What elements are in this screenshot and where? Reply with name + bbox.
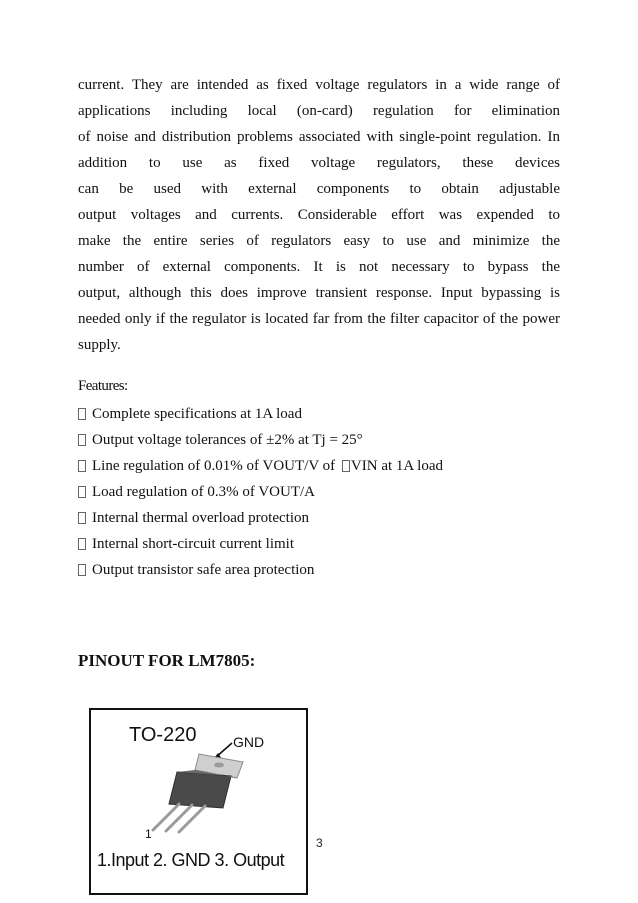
lead-1 [153, 804, 179, 830]
package-body [169, 772, 231, 808]
list-item [78, 531, 443, 557]
paragraph-line: addition to use as fixed voltage regulators, these devices [78, 155, 560, 171]
paragraph-line: applications including local (on-card) regulation for elimination [78, 103, 560, 119]
feature-text: Internal short-circuit current limit [92, 536, 295, 552]
feature-text: Output voltage tolerances of ±2% at Tj = 25° [92, 432, 363, 448]
tab-mounting-hole [214, 763, 224, 768]
paragraph-line: number of external components. It is not necessary to bypass the [78, 259, 560, 275]
section-title: PINOUT FOR LM7805: [78, 651, 256, 670]
list-item [78, 479, 443, 505]
feature-text: Internal thermal overload protection [92, 510, 309, 526]
list-item [78, 401, 443, 427]
list-item [78, 427, 443, 453]
features-list [78, 401, 443, 583]
list-item [78, 453, 443, 479]
pinout-figure [89, 708, 308, 895]
paragraph-line: needed only if the regulator is located far from the filter capacitor of the power [78, 311, 560, 327]
paragraph-line: current. They are intended as fixed voltage regulators in a wide range of [78, 77, 560, 93]
paragraph-line: of noise and distribution problems associated with single-point regulation. In [78, 129, 560, 145]
missing-glyph-bullet-icon [78, 408, 86, 420]
paragraph-line: make the entire series of regulators easy to use and minimize the [78, 233, 560, 249]
paragraph-line: output voltages and currents. Considerable effort was expended to [78, 207, 560, 223]
feature-text: Output transistor safe area protection [92, 562, 315, 578]
lead-2 [166, 805, 192, 831]
missing-glyph-bullet-icon [78, 486, 86, 498]
pin1-label: 1 [145, 827, 152, 841]
package-label: TO-220 [129, 724, 197, 746]
paragraph-line: can be used with external components to obtain adjustable [78, 181, 560, 197]
pinout-caption: 1.Input 2. GND 3. Output [97, 850, 285, 870]
paragraph-line: supply. [78, 337, 121, 353]
lead-3 [179, 806, 205, 832]
missing-glyph-bullet-icon [78, 512, 86, 524]
body-paragraph [78, 72, 560, 358]
feature-text-after: VIN at 1A load [350, 458, 443, 474]
feature-text: Complete specifications at 1A load [92, 406, 302, 422]
missing-glyph-bullet-icon [78, 564, 86, 576]
feature-text-before: Line regulation of 0.01% of VOUT/V of [92, 458, 339, 474]
list-item [78, 505, 443, 531]
paragraph-line: output, although this does improve transient response. Input bypassing is [78, 285, 560, 301]
gnd-label: GND [233, 734, 265, 750]
missing-glyph-bullet-icon [78, 538, 86, 550]
missing-glyph-bullet-icon [78, 434, 86, 446]
features-heading: Features: [78, 378, 128, 394]
page-number: 3 [316, 836, 323, 850]
missing-glyph-delta-icon [342, 460, 350, 472]
list-item [78, 557, 443, 583]
missing-glyph-bullet-icon [78, 460, 86, 472]
feature-text: Load regulation of 0.3% of VOUT/A [92, 484, 316, 500]
